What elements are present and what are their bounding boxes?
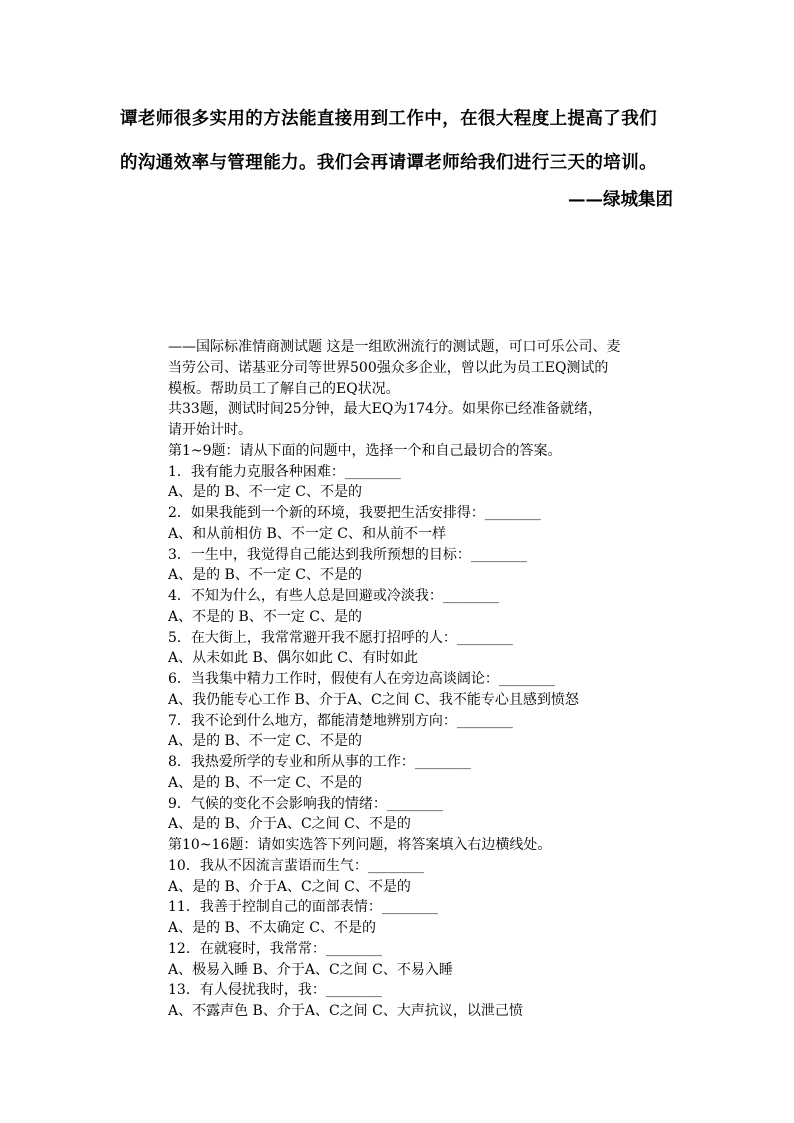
question: 5．在大街上，我常常避开我不愿打招呼的人：________ <box>168 629 513 646</box>
answer-options: A、是的 B、不一定 C、不是的 <box>168 567 363 584</box>
eq-test <box>168 337 688 1022</box>
answer-options: A、和从前相仿 B、不一定 C、和从前不一样 <box>168 525 447 542</box>
answer-options: A、不是的 B、不一定 C、是的 <box>168 608 363 625</box>
quote-line-2: 的沟通效率与管理能力。我们会再请谭老师给我们进行三天的培训。 <box>120 153 657 173</box>
question: 12．在就寝时，我常常：________ <box>168 940 382 957</box>
testimonial-quote <box>120 98 680 210</box>
intro-line: 当劳公司、诺基亚分司等世界500强众多企业，曾以此为员工EQ测试的 <box>168 359 609 376</box>
quote-line-1: 谭老师很多实用的方法能直接用到工作中，在很大程度上提高了我们 <box>120 109 657 129</box>
answer-options: A、是的 B、介于A、C之间 C、不是的 <box>168 878 411 895</box>
answer-options: A、是的 B、介于A、C之间 C、不是的 <box>168 816 411 833</box>
question: 10．我从不因流言蜚语而生气：________ <box>168 857 424 874</box>
intro-line: 共33题，测试时间25分钟，最大EQ为174分。如果你已经准备就绪， <box>168 401 603 418</box>
answer-options: A、是的 B、不一定 C、不是的 <box>168 774 363 791</box>
intro-line: 请开始计时。 <box>168 422 252 438</box>
answer-options: A、不露声色 B、介于A、C之间 C、大声抗议，以泄己愤 <box>168 1003 523 1019</box>
question: 1．我有能力克服各种困难：________ <box>168 463 401 480</box>
section-2-header: 第10~16题：请如实选答下列问题，将答案填入右边横线处。 <box>168 837 552 853</box>
intro-line: ——国际标准情商测试题 这是一组欧洲流行的测试题，可口可乐公司、麦 <box>168 339 621 355</box>
question: 3．一生中，我觉得自己能达到我所预想的目标：________ <box>168 546 527 563</box>
question: 7．我不论到什么地方，都能清楚地辨别方向：________ <box>168 712 513 729</box>
answer-options: A、是的 B、不一定 C、不是的 <box>168 484 363 501</box>
question: 11．我善于控制自己的面部表情：________ <box>168 899 438 916</box>
test-intro <box>168 337 688 462</box>
answer-options: A、是的 B、不太确定 C、不是的 <box>168 920 377 936</box>
question: 8．我热爱所学的专业和所从事的工作：________ <box>168 754 471 770</box>
quote-source: ——绿城集团 <box>568 190 673 210</box>
question: 4．不知为什么，有些人总是回避或冷淡我：________ <box>168 588 499 604</box>
answer-options: A、我仍能专心工作 B、介于A、C之间 C、我不能专心且感到愤怒 <box>168 691 579 708</box>
question: 2．如果我能到一个新的环境，我要把生活安排得：________ <box>168 505 541 521</box>
question: 6．当我集中精力工作时，假使有人在旁边高谈阔论：________ <box>168 671 555 687</box>
answer-options: A、极易入睡 B、介于A、C之间 C、不易入睡 <box>168 961 453 978</box>
intro-line: 模板。帮助员工了解自己的EQ状况。 <box>168 380 400 397</box>
section-1-header: 第1~9题：请从下面的问题中，选择一个和自己最切合的答案。 <box>168 442 562 459</box>
answer-options: A、从未如此 B、偶尔如此 C、有时如此 <box>168 650 419 667</box>
question: 13．有人侵扰我时，我：________ <box>168 982 382 999</box>
answer-options: A、是的 B、不一定 C、不是的 <box>168 733 363 750</box>
question: 9．气候的变化不会影响我的情绪：________ <box>168 795 443 812</box>
